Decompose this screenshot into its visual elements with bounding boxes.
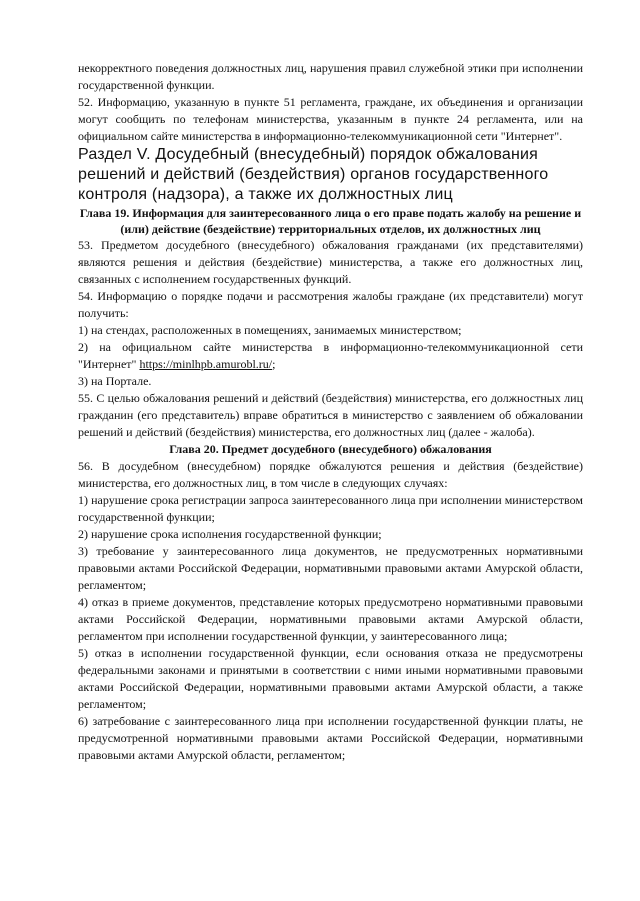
paragraph-56-item-4: 4) отказ в приеме документов, представление которых предусмотрено нормативными правовыми актами Российской Федерации, нормативными правовыми актами Амурской области, регламентом при исполнении государственной функции, у заинтересованного лица;: [78, 595, 583, 643]
paragraph-55: 55. С целью обжалования решений и действий (бездействия) министерства, его должностных лиц гражданин (его представитель) вправе обратиться в министерство с заявлением об обжаловании решений и действий (бездействия) министерства, его должностных лиц (далее - жалоба).: [78, 391, 583, 439]
paragraph-54-item-3: 3) на Портале.: [78, 374, 152, 388]
paragraph-continuation: некорректного поведения должностных лиц, нарушения правил служебной этики при исполнении государственной функции.: [78, 61, 583, 92]
paragraph-54-item-2-end: ;: [272, 357, 276, 371]
chapter-20-title: Глава 20. Предмет досудебного (внесудебного) обжалования: [169, 442, 492, 456]
paragraph-56-item-2: 2) нарушение срока исполнения государственной функции;: [78, 527, 382, 541]
ministry-website-link[interactable]: https://minlhpb.amurobl.ru/: [139, 357, 273, 371]
chapter-19-title: Глава 19. Информация для заинтересованного лица о его праве подать жалобу на решение и (или) действие (бездействие) территориальных отделов, их должностных лиц: [79, 206, 582, 236]
paragraph-56-item-1: 1) нарушение срока регистрации запроса заинтересованного лица при исполнении министерством государственной функции;: [78, 493, 583, 524]
document-page: [78, 60, 583, 764]
paragraph-56-item-5: 5) отказ в исполнении государственной функции, если основания отказа не предусмотрены федеральными законами и принятыми в соответствии с ними иными нормативными правовыми актами Российской Федерации, нормативными правовыми актами Амурской области, а также регламентом;: [78, 646, 583, 711]
section-title: Раздел V. Досудебный (внесудебный) порядок обжалования решений и действий (бездействия) органов государственного контроля (надзора), а также их должностных лиц: [78, 146, 549, 203]
paragraph-54: 54. Информацию о порядке подачи и рассмотрения жалобы граждане (их представители) могут получить:: [78, 289, 583, 320]
paragraph-52: 52. Информацию, указанную в пункте 51 регламента, граждане, их объединения и организации могут сообщить по телефонам министерства, указанным в пункте 24 регламента, или на официальном сайте министерства в информационно-телекоммуникационной сети "Интернет".: [78, 95, 583, 143]
paragraph-54-item-2-text: 2) на официальном сайте министерства в информационно-телекоммуникационной сети "Интернет": [78, 340, 583, 371]
paragraph-56: 56. В досудебном (внесудебном) порядке обжалуются решения и действия (бездействие) министерства, его должностных лиц, в том числе в следующих случаях:: [78, 459, 583, 490]
paragraph-56-item-6: 6) затребование с заинтересованного лица при исполнении государственной функции платы, не предусмотренной нормативными правовыми актами Российской Федерации, нормативными правовыми актами Амурской области, регламентом;: [78, 714, 583, 762]
paragraph-54-item-1: 1) на стендах, расположенных в помещениях, занимаемых министерством;: [78, 323, 462, 337]
paragraph-54-item-2: [78, 339, 583, 373]
paragraph-56-item-3: 3) требование у заинтересованного лица документов, не предусмотренных нормативными правовыми актами Российской Федерации, нормативными правовыми актами Амурской области, регламентом;: [78, 544, 583, 592]
paragraph-53: 53. Предметом досудебного (внесудебного) обжалования гражданами (их представителями) являются решения и действия (бездействие) министерства, а также его должностных лиц, связанных с исполнением государственных функций.: [78, 238, 583, 286]
